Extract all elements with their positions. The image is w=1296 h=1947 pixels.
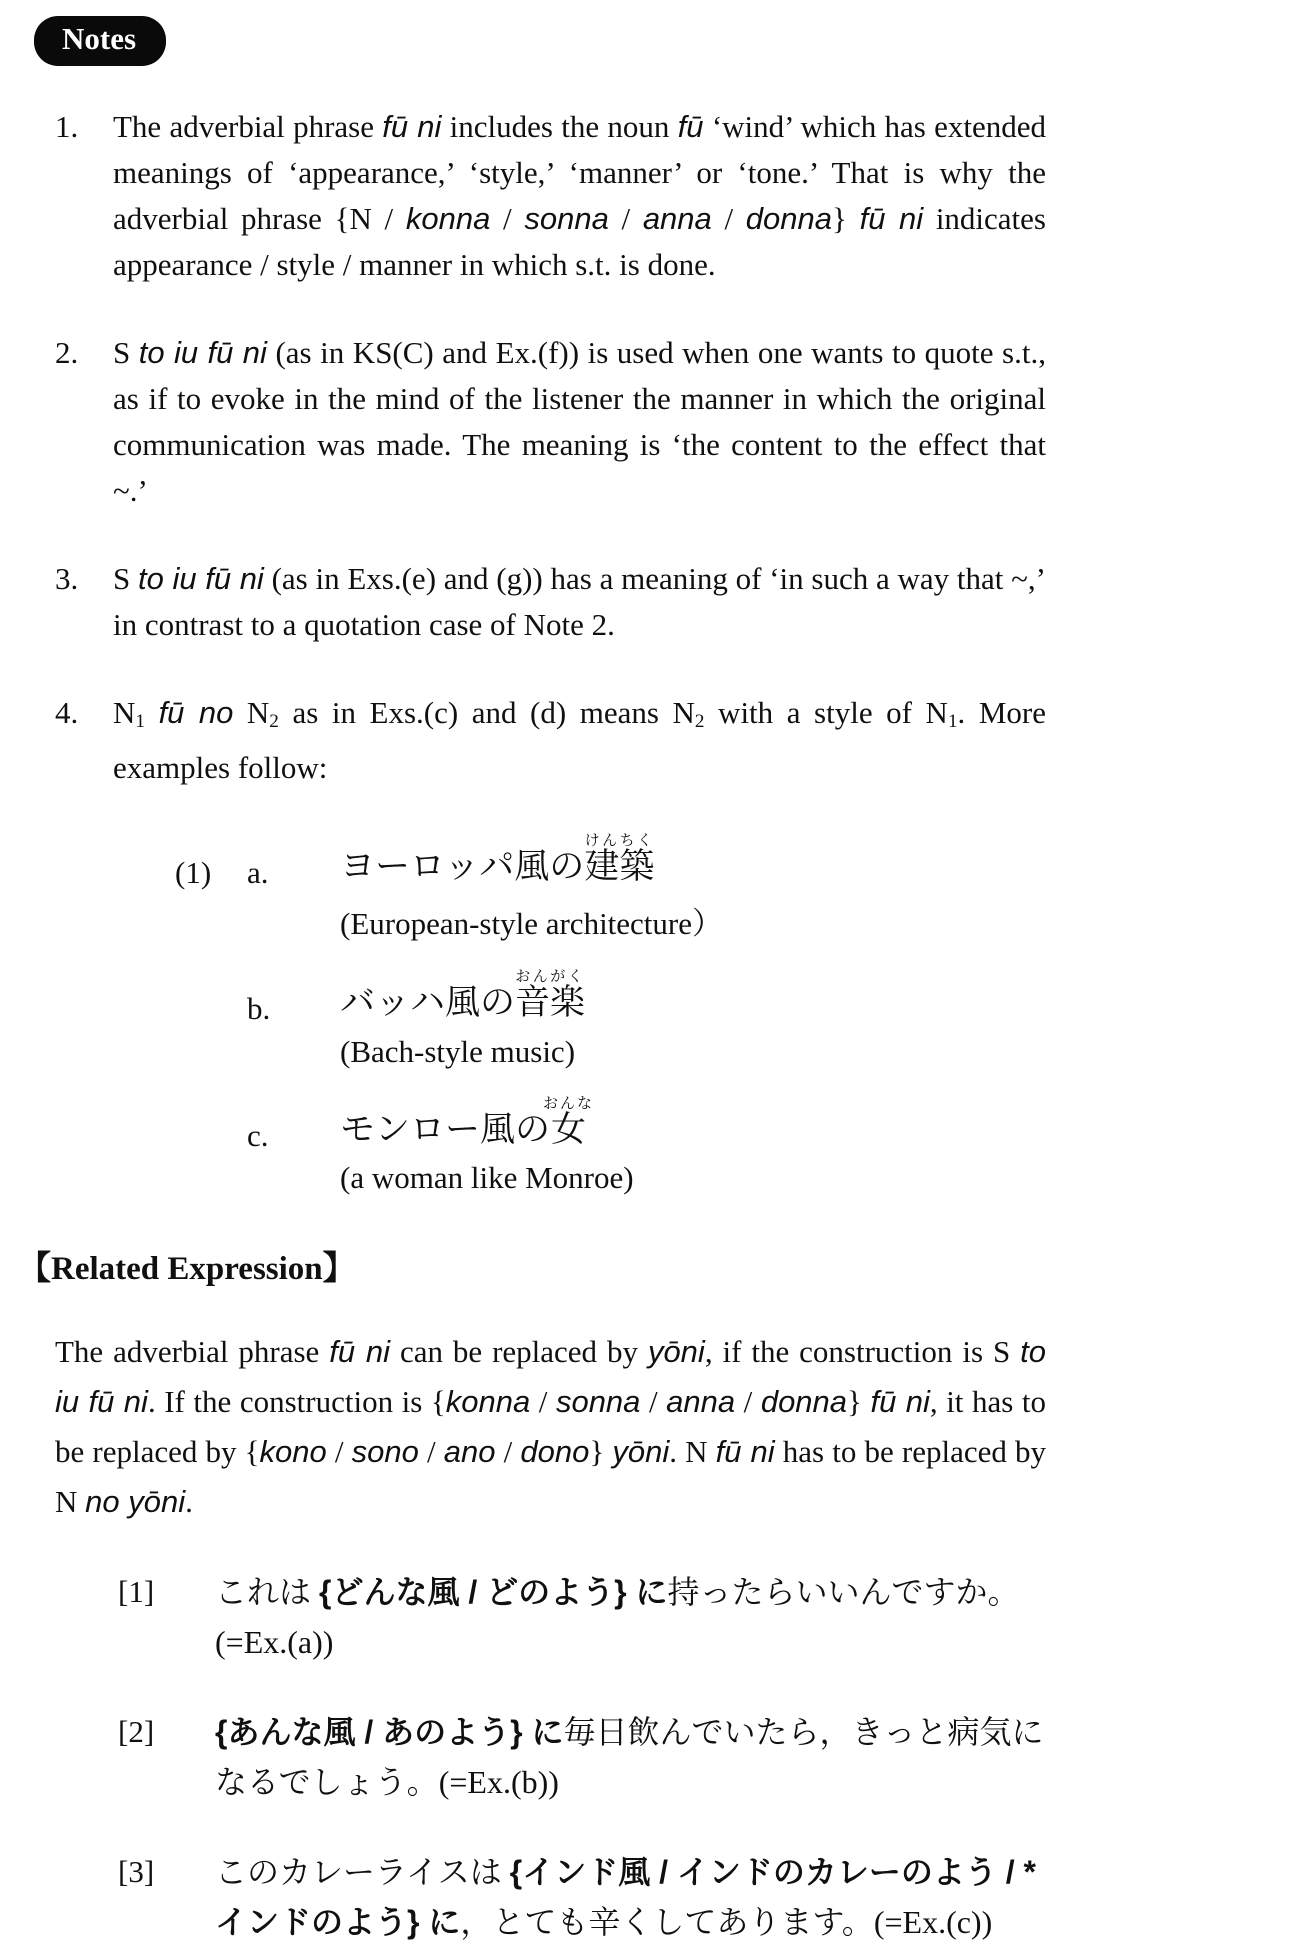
japanese-text: モンロー風の [340, 1109, 551, 1149]
note-item-1 [32, 104, 1046, 288]
notes-badge-label: Notes [62, 21, 137, 56]
english-gloss: (a woman like Monroe) [340, 1160, 634, 1196]
related-expression-paragraph: The adverbial phrase fū ni can be replaced by yōni, if the construction is S to iu fū ni. If the construction is {konna / sonna / anna / donna} fū ni, it has to be replaced by {kono / sono / ano / dono} yōni. N fū ni has to be replaced by N no yōni. [55, 1334, 1046, 1520]
sub-example-group [175, 833, 1046, 1196]
furigana: おんな [543, 1095, 595, 1112]
sub-example-content [340, 1096, 634, 1197]
sub-example-a [175, 833, 1046, 943]
related-example-2 [32, 1707, 1046, 1807]
note-text: N1 fū no N2 as in Exs.(c) and (d) means N2 with a style of N1. More examples follow: [113, 695, 1047, 786]
group-number-spacer [175, 1096, 247, 1197]
example-text: これは {どんな風 / どのよう} に持ったらいいんですか。(=Ex.(a)) [215, 1574, 1020, 1661]
group-number: (1) [175, 855, 212, 891]
ruby-annotation [584, 833, 655, 887]
sub-example-b [175, 969, 1046, 1070]
sub-example-content [340, 833, 723, 943]
item-label: b. [247, 990, 271, 1026]
example-text: {あんな風 / あのよう} に毎日飲んでいたら，きっと病気になるでしょう。(=Ex.(b)) [215, 1714, 1044, 1801]
note-text: The adverbial phrase fū ni includes the noun fū ‘wind’ which has extended meanings of ‘appearance,’ ‘style,’ ‘manner’ or ‘tone.’ That is why the adverbial phrase {N / konna / sonna / anna / donna} fū ni indicates appearance / style / manner in which s.t. is done. [113, 109, 1046, 282]
japanese-phrase [340, 833, 723, 886]
related-example-3 [32, 1847, 1046, 1947]
furigana: おんがく [515, 968, 586, 985]
example-text: このカレーライスは {インド風 / インドのカレーのよう / *インドのよう} に，とても辛くしてあります。(=Ex.(c)) [215, 1854, 1036, 1941]
sub-example-c [175, 1096, 1046, 1197]
japanese-phrase [340, 1096, 634, 1149]
japanese-text: バッハ風の [340, 982, 516, 1022]
example-number: [1] [118, 1574, 155, 1610]
note-number: 2. [55, 335, 79, 370]
notes-section-badge [34, 16, 166, 66]
note-text: S to iu fū ni (as in Exs.(e) and (g)) has a meaning of ‘in such a way that ~,’ in contrast to a quotation case of Note 2. [113, 561, 1046, 642]
japanese-text: ヨーロッパ風の [340, 847, 585, 887]
ruby-annotation [515, 968, 586, 1022]
note-number: 1. [55, 109, 79, 144]
item-label: c. [247, 1117, 269, 1153]
note-text: S to iu fū ni (as in KS(C) and Ex.(f)) is used when one wants to quote s.t., as if to evoke in the mind of the listener the manner in which the original communication was made. The meaning is ‘the content to the effect that ~.’ [113, 335, 1046, 508]
note-number: 3. [55, 561, 79, 596]
ruby-base: 建築 [584, 847, 655, 887]
english-gloss: (Bach-style music) [340, 1033, 576, 1069]
ruby-annotation [543, 1095, 595, 1149]
group-number-spacer [175, 969, 247, 1070]
ruby-base: 音楽 [515, 982, 586, 1022]
note-item-3 [32, 556, 1046, 648]
ruby-base: 女 [543, 1109, 595, 1149]
related-example-1 [32, 1567, 1046, 1667]
example-number: [2] [118, 1714, 155, 1750]
note-number: 4. [55, 695, 79, 730]
example-number: [3] [118, 1854, 155, 1890]
sub-example-content [340, 969, 585, 1070]
japanese-phrase [340, 969, 585, 1022]
related-expression-heading: 【Related Expression】 [18, 1251, 356, 1288]
english-gloss: (European-style architecture） [340, 905, 724, 941]
note-item-2 [32, 330, 1046, 514]
note-item-4 [32, 690, 1046, 791]
item-label: a. [247, 855, 269, 891]
notes-list [32, 104, 1046, 791]
furigana: けんちく [584, 833, 655, 850]
